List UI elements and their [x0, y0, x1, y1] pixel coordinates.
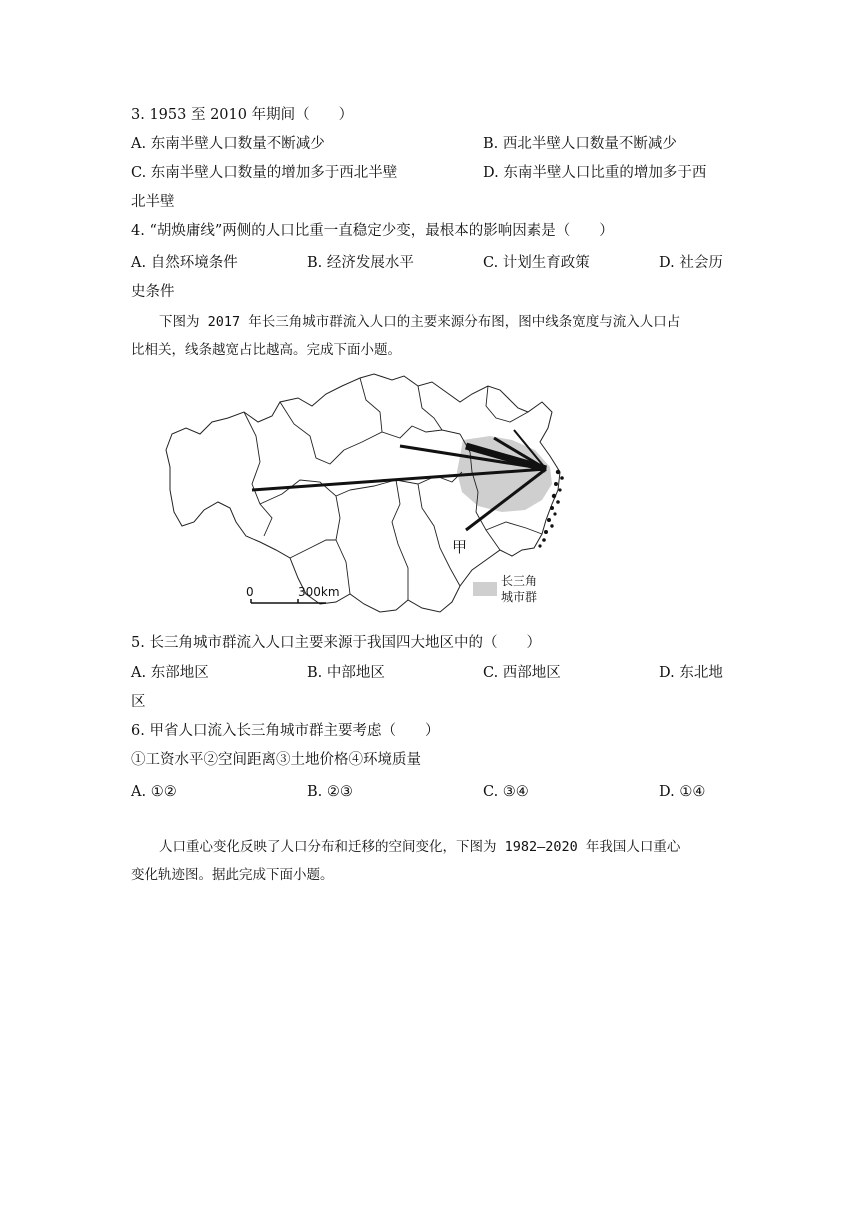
- q3-option-d: D. 东南半壁人口比重的增加多于西: [483, 165, 707, 181]
- border-shaanxi: [280, 402, 344, 464]
- q5-option-b: B. 中部地区: [307, 665, 385, 681]
- q5-option-c: C. 西部地区: [483, 665, 561, 681]
- q6-option-d: D. ①④: [659, 784, 706, 800]
- q5-option-a: A. 东部地区: [131, 665, 209, 681]
- border-shandong: [486, 386, 528, 422]
- q5-option-d: D. 东北地: [659, 665, 723, 681]
- q4-option-b: B. 经济发展水平: [307, 255, 414, 271]
- intro-paragraph-1: [131, 308, 731, 364]
- q4-option-d: D. 社会历: [659, 255, 723, 271]
- q3-option-b: B. 西北半壁人口数量不断减少: [483, 136, 677, 152]
- border-shanxi: [360, 378, 382, 432]
- scale-zero: 0: [246, 585, 254, 599]
- intro-2-line-1: 人口重心变化反映了人口分布和迁移的空间变化，下图为 1982—2020 年我国人口重心: [159, 839, 681, 855]
- border-hunan: [336, 496, 350, 594]
- legend-label-line-1: 长三角: [501, 574, 538, 588]
- q6-option-a: A. ①②: [131, 784, 177, 800]
- q4-option-a: A. 自然环境条件: [131, 255, 238, 271]
- border-guizhou: [290, 540, 336, 558]
- border-sichuan-east: [244, 412, 272, 536]
- intro-paragraph-2: [131, 833, 731, 889]
- scale-label: 300km: [298, 585, 340, 599]
- border-jiangxi: [418, 484, 460, 586]
- legend-swatch: [473, 582, 497, 596]
- q5-option-d-wrap: 区: [131, 694, 146, 710]
- border-hebei: [418, 386, 442, 430]
- q3-option-c: C. 东南半壁人口数量的增加多于西北半壁: [131, 165, 398, 181]
- migration-map: [160, 372, 580, 617]
- q4-stem: 4. “胡焕庸线”两侧的人口比重一直稳定少变，最根本的影响因素是（ ）: [131, 223, 614, 239]
- intro-2-line-2: 变化轨迹图。据此完成下面小题。: [131, 867, 334, 883]
- intro-1-line-1: 下图为 2017 年长三角城市群流入人口的主要来源分布图，图中线条宽度与流入人口占: [159, 314, 681, 330]
- q4-option-c: C. 计划生育政策: [483, 255, 590, 271]
- province-label-jia: 甲: [452, 538, 468, 556]
- intro-1-line-2: 比相关，线条越宽占比越高。完成下面小题。: [131, 342, 401, 358]
- q3-option-a: A. 东南半壁人口数量不断减少: [131, 136, 325, 152]
- q4-option-d-wrap: 史条件: [131, 284, 175, 300]
- border-fujian-zhejiang: [486, 522, 542, 534]
- q6-stem: 6. 甲省人口流入长三角城市群主要考虑（ ）: [131, 723, 440, 739]
- legend-label-line-2: 城市群: [501, 590, 538, 604]
- q5-stem: 5. 长三角城市群流入人口主要来源于我国四大地区中的（ ）: [131, 635, 541, 651]
- q6-factors: ①工资水平②空间距离③土地价格④环境质量: [131, 752, 421, 768]
- q6-option-c: C. ③④: [483, 784, 529, 800]
- q3-option-d-wrap: 北半壁: [131, 194, 175, 210]
- border-hunan-jiangxi: [392, 480, 408, 600]
- q3-stem: 3. 1953 至 2010 年期间（ ）: [131, 107, 354, 123]
- q6-option-b: B. ②③: [307, 784, 353, 800]
